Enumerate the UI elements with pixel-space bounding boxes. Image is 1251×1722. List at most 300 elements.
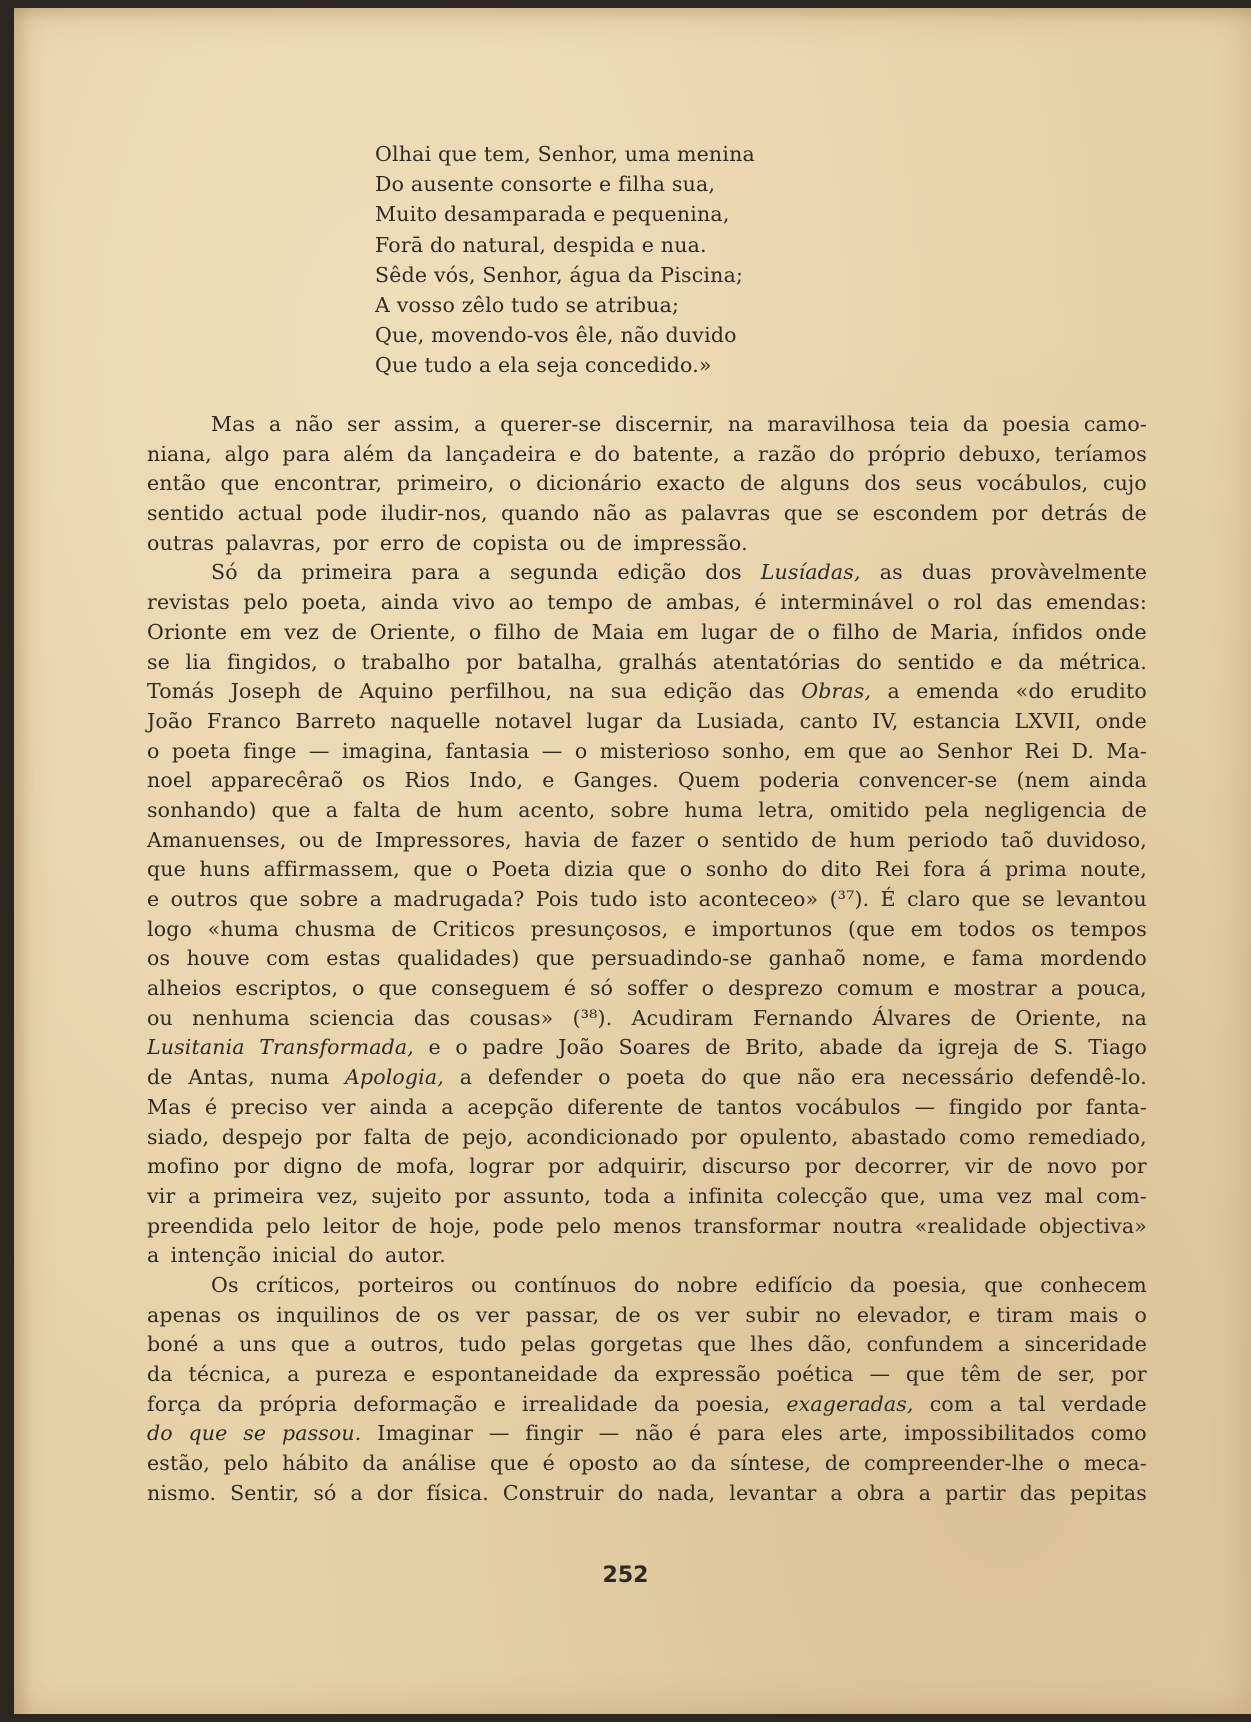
- word: «realidade: [914, 1213, 1027, 1238]
- word: tiram: [996, 1302, 1054, 1327]
- word: S.: [1053, 1035, 1074, 1060]
- word: para: [411, 560, 460, 585]
- word: edição: [617, 560, 687, 585]
- word: com: [929, 1391, 974, 1416]
- word: a: [663, 1183, 676, 1208]
- word: conhecem: [1040, 1272, 1147, 1297]
- word: para: [717, 1421, 766, 1446]
- word: ou: [298, 827, 325, 852]
- word: e: [428, 1035, 441, 1060]
- word: conseguem: [431, 976, 550, 1001]
- poem-line: Forā do natural, despida e nua.: [375, 232, 707, 257]
- text-line: [147, 1360, 1147, 1390]
- word: de: [970, 1005, 996, 1030]
- word: espontaneidade: [431, 1362, 598, 1386]
- word: e: [968, 1302, 981, 1327]
- word: meca-: [1083, 1451, 1147, 1476]
- word: Oriente,: [1015, 1005, 1102, 1030]
- word: se: [243, 1421, 267, 1446]
- word: arte,: [838, 1421, 889, 1446]
- word: porteiros: [357, 1272, 454, 1297]
- word: se: [1021, 887, 1045, 911]
- word: filho: [493, 619, 541, 644]
- word: a: [147, 1243, 160, 1268]
- word: do: [700, 1065, 727, 1090]
- word: em: [803, 738, 836, 763]
- word: Quem: [677, 768, 741, 793]
- word: cousas»: [469, 1005, 554, 1030]
- word: «do: [1015, 679, 1055, 704]
- word: hábito: [282, 1451, 349, 1476]
- word: Lusitania: [147, 1035, 245, 1060]
- word: do: [856, 649, 882, 674]
- word: poética: [776, 1362, 854, 1386]
- word: da: [406, 441, 433, 466]
- word: força: [147, 1391, 202, 1416]
- word: estas: [326, 946, 381, 971]
- word: de: [824, 1451, 851, 1476]
- word: abade: [819, 1035, 883, 1060]
- word: maravilhosa: [767, 412, 896, 436]
- word: e: [927, 976, 940, 1001]
- word: é: [542, 1451, 555, 1476]
- word: de: [356, 1154, 383, 1179]
- word: na: [727, 412, 754, 436]
- word: interminável: [780, 590, 914, 615]
- word: Indo,: [469, 768, 524, 793]
- word: do: [617, 1480, 644, 1505]
- word: isto: [648, 887, 688, 911]
- text-line: [147, 499, 1147, 529]
- word: que: [783, 501, 823, 526]
- word: a: [997, 1332, 1011, 1357]
- text-line: [147, 1212, 1147, 1242]
- word: a: [350, 1480, 363, 1505]
- word: Rios: [404, 768, 451, 793]
- word: compreender-lhe: [864, 1451, 1044, 1476]
- text-line: [147, 915, 1147, 945]
- word: de: [596, 530, 623, 555]
- word: —: [598, 1421, 620, 1446]
- word: discernir,: [615, 412, 715, 436]
- word: sua: [610, 679, 648, 704]
- word: mofino: [147, 1154, 220, 1179]
- text-line: [147, 1093, 1147, 1123]
- word: de: [615, 1302, 641, 1327]
- word: á: [979, 857, 992, 882]
- word: do: [347, 1243, 374, 1268]
- word: batente,: [632, 441, 720, 466]
- word: razão: [758, 441, 817, 466]
- word: letra,: [758, 797, 815, 822]
- word: exageradas,: [786, 1391, 914, 1416]
- word: o: [147, 738, 160, 763]
- word: poeta: [171, 738, 231, 763]
- word: obra: [856, 1480, 905, 1505]
- word: a: [732, 441, 746, 466]
- word: digno: [283, 1154, 343, 1179]
- word: e: [990, 649, 1003, 674]
- word: —: [869, 1362, 891, 1386]
- word: provàvelmente: [990, 560, 1147, 585]
- word: edição: [663, 679, 733, 704]
- word: própria: [259, 1391, 338, 1416]
- word: da: [256, 560, 283, 585]
- word: da: [653, 1391, 680, 1416]
- word: impossibilitados: [904, 1421, 1075, 1446]
- word: estancia: [912, 708, 1001, 733]
- word: pelo: [223, 1451, 269, 1476]
- word: não: [797, 1065, 836, 1090]
- word: os: [1031, 916, 1055, 941]
- word: actual: [237, 501, 303, 526]
- word: de: [892, 619, 918, 644]
- word: poesia,: [892, 1272, 968, 1297]
- word: revistas: [147, 590, 230, 615]
- word: de: [391, 916, 417, 941]
- word: misterioso: [599, 738, 710, 763]
- word: e: [147, 887, 160, 911]
- word: o: [1134, 1302, 1147, 1327]
- word: infinita: [688, 1183, 764, 1208]
- word: tal: [1018, 1391, 1046, 1416]
- text-line: [147, 707, 1147, 737]
- word: seus: [915, 471, 963, 496]
- text-line: [147, 1152, 1147, 1182]
- poem-stanza: [375, 139, 755, 381]
- word: de: [337, 827, 363, 852]
- word: de: [1121, 501, 1147, 526]
- word: a: [989, 1391, 1002, 1416]
- word: que: [147, 857, 186, 882]
- word: lugar: [586, 708, 643, 733]
- word: de: [677, 1094, 703, 1119]
- word: os: [362, 768, 386, 793]
- word: o: [455, 1035, 468, 1060]
- word: sentido: [721, 827, 799, 852]
- word: ganhaõ: [768, 946, 846, 971]
- word: affirmassem,: [263, 857, 400, 882]
- word: ainda: [1088, 768, 1147, 793]
- word: física.: [426, 1480, 489, 1505]
- word: de: [1121, 797, 1147, 822]
- word: vez,: [316, 1183, 359, 1208]
- word: Ganges.: [573, 768, 659, 793]
- word: vez: [284, 619, 320, 644]
- word: o: [696, 827, 710, 852]
- word: por: [1111, 1154, 1147, 1179]
- word: por: [547, 1154, 584, 1179]
- word: Brito,: [745, 1035, 805, 1060]
- word: (nem: [1016, 768, 1070, 793]
- word: do: [147, 1421, 173, 1446]
- text-line: [147, 974, 1147, 1004]
- word: perfilhou,: [449, 679, 553, 704]
- word: dor: [376, 1480, 413, 1505]
- word: vez: [996, 1183, 1032, 1208]
- word: o: [468, 619, 482, 644]
- word: era: [851, 1065, 886, 1090]
- word: siado,: [147, 1124, 210, 1149]
- word: confundem: [866, 1332, 984, 1357]
- word: nobre: [676, 1272, 738, 1297]
- word: noel: [147, 768, 192, 793]
- word: de: [395, 1302, 421, 1327]
- word: a: [268, 412, 282, 436]
- text-line: [147, 440, 1147, 470]
- word: e: [569, 441, 582, 466]
- word: tempos: [1070, 916, 1147, 941]
- text-line: [147, 677, 1147, 707]
- document-page: [14, 8, 1251, 1714]
- word: É: [880, 887, 896, 911]
- word: das: [748, 679, 785, 704]
- word: poderia: [759, 768, 840, 793]
- word: inicial: [272, 1243, 337, 1268]
- word: algo: [224, 441, 270, 466]
- word: elevador,: [856, 1302, 953, 1327]
- word: noutra: [832, 1213, 903, 1238]
- word: a: [287, 1362, 300, 1386]
- word: toda: [603, 1183, 651, 1208]
- word: verdade: [1061, 1391, 1147, 1416]
- word: quando: [501, 501, 580, 526]
- word: estão,: [147, 1451, 210, 1476]
- word: erudito: [1070, 679, 1147, 704]
- word: filho: [832, 619, 880, 644]
- word: a: [918, 1480, 932, 1505]
- word: Apologia,: [344, 1065, 444, 1090]
- word: pelo: [556, 1213, 601, 1238]
- word: Orionte: [147, 619, 228, 644]
- word: da: [362, 1451, 389, 1476]
- word: hum: [849, 827, 896, 852]
- word: não: [635, 1421, 674, 1446]
- word: intenção: [170, 1243, 262, 1268]
- word: de: [1016, 1362, 1043, 1386]
- word: ínfidos: [1011, 619, 1083, 644]
- word: Soares: [618, 1035, 691, 1060]
- word: com: [266, 946, 310, 971]
- word: ao: [652, 1451, 678, 1476]
- word: notavel: [494, 708, 573, 733]
- word: e: [403, 1362, 416, 1386]
- word: Os: [211, 1272, 239, 1297]
- word: síntese,: [730, 1451, 812, 1476]
- word: vir: [147, 1183, 176, 1208]
- word: ainda: [380, 590, 439, 615]
- word: ao: [508, 590, 534, 615]
- word: (que: [847, 916, 896, 941]
- word: camo-: [1083, 412, 1147, 436]
- word: dos: [864, 471, 901, 496]
- word: ser,: [1058, 1362, 1096, 1386]
- text-line: [147, 1033, 1147, 1063]
- word: lhes: [750, 1332, 794, 1357]
- word: nismo.: [147, 1480, 217, 1505]
- word: Construir: [502, 1480, 604, 1505]
- word: convencer-se: [858, 768, 998, 793]
- word: de: [435, 530, 462, 555]
- text-line: [147, 1241, 1147, 1271]
- word: além: [343, 441, 395, 466]
- word: falta: [363, 1124, 412, 1149]
- word: (³⁸).: [572, 1005, 613, 1030]
- word: sinceridade: [1024, 1332, 1147, 1357]
- word: remediado,: [1027, 1124, 1147, 1149]
- word: levantou: [1056, 887, 1147, 911]
- word: se: [836, 501, 860, 526]
- word: defendê-lo.: [1029, 1065, 1147, 1090]
- word: das: [413, 1005, 451, 1030]
- word: de: [424, 1124, 450, 1149]
- word: dão,: [807, 1332, 853, 1357]
- word: por: [315, 1124, 352, 1149]
- word: poesia,: [695, 1391, 771, 1416]
- word: eles: [780, 1421, 823, 1446]
- word: nenhuma: [192, 1005, 290, 1030]
- word: periodo: [907, 827, 989, 852]
- word: expressão: [655, 1362, 761, 1386]
- word: e: [683, 916, 697, 941]
- word: adquirir,: [597, 1154, 688, 1179]
- word: da: [690, 1451, 717, 1476]
- word: (³⁷).: [829, 887, 870, 911]
- word: houve: [186, 946, 250, 971]
- word: huma: [684, 797, 744, 822]
- word: Lusíadas,: [760, 560, 861, 585]
- word: Fernando: [752, 1005, 854, 1030]
- word: o: [574, 738, 588, 763]
- word: o: [598, 1065, 611, 1090]
- word: que: [535, 946, 575, 971]
- word: fanta-: [1085, 1094, 1147, 1119]
- word: mostrar: [953, 976, 1038, 1001]
- word: como: [1090, 1421, 1147, 1446]
- word: iludir-nos,: [380, 501, 488, 526]
- word: de: [811, 827, 837, 852]
- word: passar,: [525, 1302, 600, 1327]
- word: teia: [909, 412, 950, 436]
- text-line: [147, 1063, 1147, 1093]
- word: ou: [147, 1005, 173, 1030]
- word: de: [331, 619, 358, 644]
- word: primeira: [301, 560, 393, 585]
- word: Antas,: [188, 1065, 255, 1090]
- word: de: [626, 590, 653, 615]
- word: pelo: [265, 1213, 311, 1238]
- word: da: [849, 1272, 876, 1297]
- word: sujeito: [371, 1183, 442, 1208]
- poem-line: Olhai que tem, Senhor, uma menina: [375, 142, 755, 166]
- word: aconteceo»: [698, 887, 819, 911]
- word: e: [943, 946, 956, 971]
- word: fama: [971, 946, 1024, 971]
- word: duvidoso,: [1046, 827, 1147, 852]
- word: das: [996, 590, 1033, 615]
- word: trabalho: [361, 649, 451, 674]
- word: preciso: [230, 1094, 308, 1119]
- word: tempo: [547, 590, 614, 615]
- word: «huma: [207, 916, 280, 941]
- word: presunçosos,: [530, 916, 669, 941]
- text-line: [147, 1449, 1147, 1479]
- word: ou: [559, 530, 586, 555]
- word: outras: [147, 530, 215, 555]
- word: se: [147, 649, 170, 674]
- word: Poeta: [491, 857, 551, 882]
- word: fingido: [948, 1094, 1023, 1119]
- word: próprio: [867, 441, 946, 466]
- word: subir: [745, 1302, 800, 1327]
- word: Tiago: [1088, 1035, 1147, 1060]
- word: pode: [492, 1213, 545, 1238]
- word: só: [313, 1480, 337, 1505]
- word: como: [959, 1124, 1016, 1149]
- word: Aquino: [359, 679, 434, 704]
- text-line: [147, 469, 1147, 499]
- word: é: [754, 590, 767, 615]
- word: primeiro,: [396, 471, 495, 496]
- word: de: [1007, 1154, 1033, 1179]
- word: é: [204, 1094, 218, 1119]
- word: encontrar,: [274, 471, 383, 496]
- word: boné: [147, 1332, 199, 1357]
- word: que: [220, 471, 260, 496]
- word: finge: [243, 738, 297, 763]
- text-line: [147, 558, 1147, 588]
- word: a: [369, 887, 383, 911]
- word: que: [290, 1332, 330, 1357]
- word: lugar: [701, 619, 757, 644]
- word: Mas: [211, 412, 256, 436]
- word: para: [282, 441, 331, 466]
- word: autor.: [384, 1243, 446, 1268]
- word: omitido: [829, 797, 910, 822]
- word: o: [679, 857, 693, 882]
- word: poeta,: [301, 590, 368, 615]
- word: que: [847, 738, 887, 763]
- word: desprezo: [727, 976, 824, 1001]
- word: com-: [1096, 1183, 1147, 1208]
- word: —: [488, 1421, 510, 1446]
- word: só: [589, 976, 614, 1001]
- word: no: [815, 1302, 842, 1327]
- word: necessário: [901, 1065, 1015, 1090]
- word: pureza: [315, 1362, 388, 1386]
- word: Criticos: [432, 916, 516, 941]
- word: dizia: [563, 857, 614, 882]
- word: Joseph: [230, 679, 302, 704]
- text-line: [147, 796, 1147, 826]
- word: de: [739, 471, 766, 496]
- word: atentatórias: [712, 649, 841, 674]
- word: claro: [907, 887, 961, 911]
- text-line: [147, 1182, 1147, 1212]
- word: vocábulos,: [976, 471, 1089, 496]
- word: hoje,: [429, 1213, 481, 1238]
- word: segunda: [509, 560, 599, 585]
- word: pouca,: [1077, 976, 1147, 1001]
- word: Franco: [206, 708, 282, 733]
- word: o: [465, 857, 479, 882]
- word: ainda: [369, 1094, 428, 1119]
- word: naquelle: [390, 708, 481, 733]
- word: outros,: [370, 1332, 445, 1357]
- word: por: [991, 501, 1028, 526]
- word: igreja: [937, 1035, 999, 1060]
- word: IV,: [872, 708, 899, 733]
